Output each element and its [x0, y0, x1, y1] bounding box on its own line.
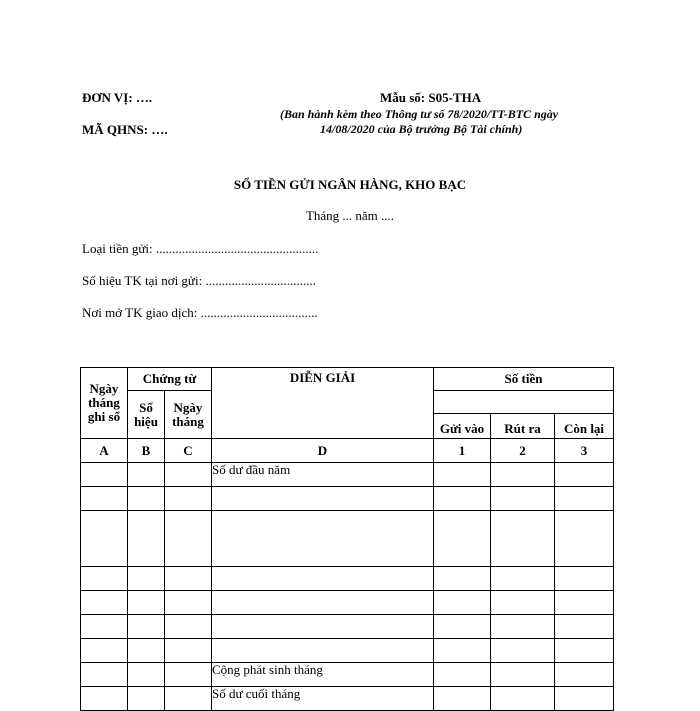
table-row	[81, 463, 614, 487]
row-description	[212, 487, 434, 511]
column-code: C	[165, 439, 212, 463]
document-title: SỔ TIỀN GỬI NGÂN HÀNG, KHO BẠC	[233, 177, 467, 192]
entry-date-header: Ngày tháng ghi sổ	[81, 368, 128, 439]
column-code: A	[81, 439, 128, 463]
column-code-row	[81, 439, 614, 463]
table-row	[81, 663, 614, 687]
voucher-number-header: Số hiệu	[128, 391, 165, 439]
account-location-field: Nơi mở TK giao dịch: ....................................	[82, 305, 318, 320]
row-description: Số dư cuối tháng	[212, 687, 434, 711]
row-description	[212, 591, 434, 615]
table-row	[81, 687, 614, 711]
legal-basis-line-1: (Ban hành kèm theo Thông tư số 78/2020/TT-BTC ngày	[280, 107, 559, 121]
withdraw-header: Rút ra	[491, 414, 555, 439]
row-description: Cộng phát sinh tháng	[212, 663, 434, 687]
row-description	[212, 511, 434, 567]
table-row	[81, 511, 614, 567]
period-line: Tháng ... năm ....	[305, 208, 395, 223]
column-code: 3	[555, 439, 614, 463]
unit-label: ĐƠN VỊ: ….	[82, 90, 153, 105]
row-description	[212, 615, 434, 639]
form-number: Mẫu số: S05-THA	[380, 90, 482, 105]
table-row	[81, 487, 614, 511]
column-code: 2	[491, 439, 555, 463]
column-code: 1	[434, 439, 491, 463]
description-header: DIỄN GIẢI	[212, 368, 434, 439]
account-number-field: Số hiệu TK tại nơi gửi: ..................................	[82, 273, 316, 288]
row-description	[212, 567, 434, 591]
ledger-table	[80, 367, 614, 711]
table-row	[81, 615, 614, 639]
column-code: B	[128, 439, 165, 463]
qhns-label: MÃ QHNS: ….	[82, 122, 168, 137]
voucher-date-header: Ngày tháng	[165, 391, 212, 439]
voucher-header: Chứng từ	[128, 368, 212, 391]
table-row	[81, 591, 614, 615]
row-description	[212, 639, 434, 663]
deposit-header: Gửi vào	[434, 414, 491, 439]
column-code: D	[212, 439, 434, 463]
balance-header: Còn lại	[555, 414, 614, 439]
row-description: Số dư đầu năm	[212, 463, 434, 487]
deposit-type-field: Loại tiền gửi: ..................................................	[82, 241, 319, 256]
table-row	[81, 639, 614, 663]
legal-basis-line-2: 14/08/2020 của Bộ trưởng Bộ Tài chính)	[320, 122, 523, 136]
amount-spacer	[434, 391, 614, 414]
table-row	[81, 567, 614, 591]
amount-header: Số tiền	[434, 368, 614, 391]
